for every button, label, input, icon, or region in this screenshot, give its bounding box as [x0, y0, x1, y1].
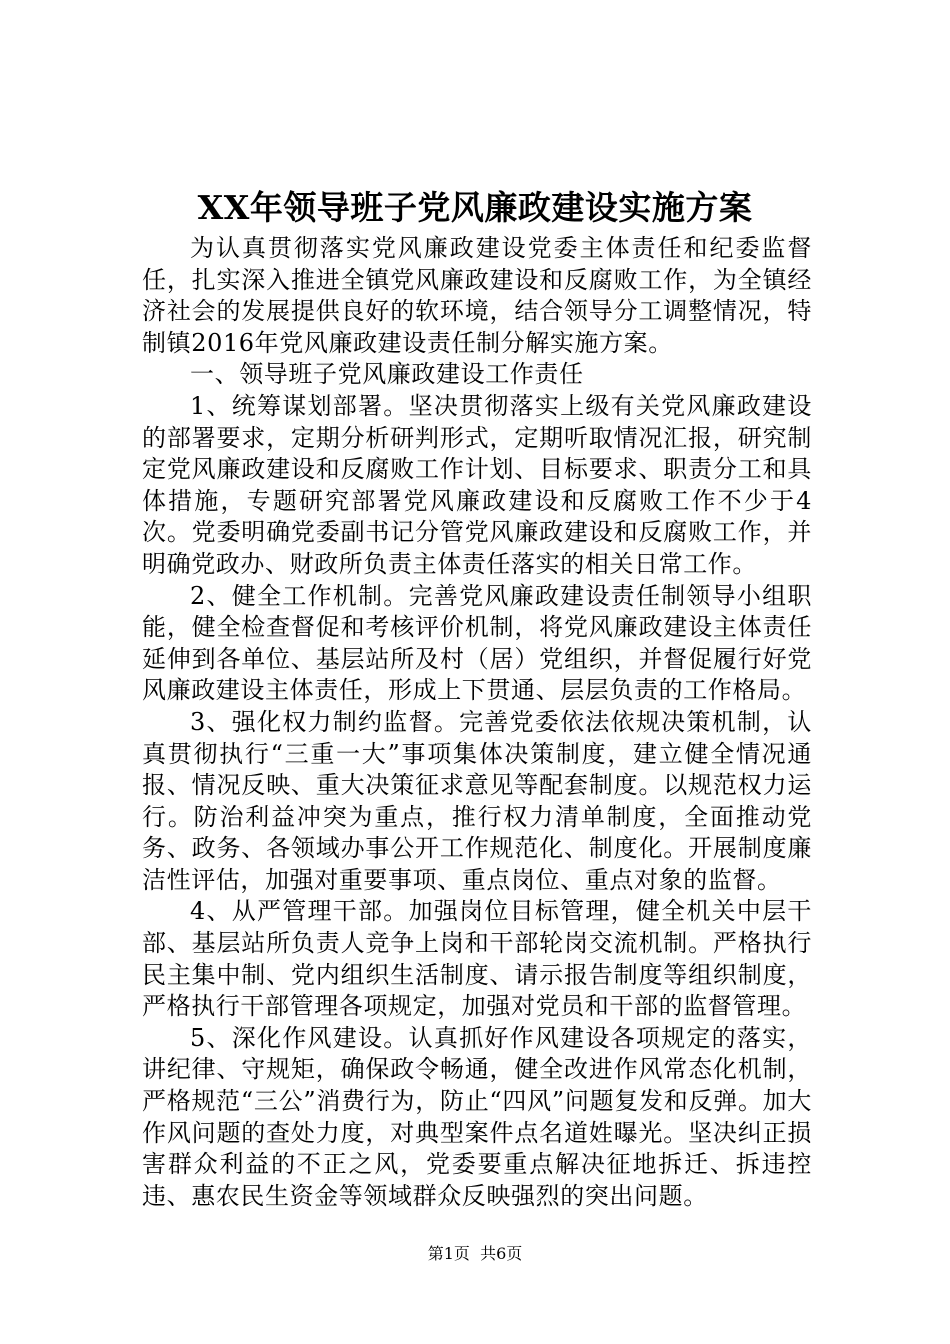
paragraph-item-4: 4、从严管理干部。加强岗位目标管理，健全机关中层干部、基层站所负责人竞争上岗和干部轮岗交流机制。严格执行民主集中制、党内组织生活制度、请示报告制度等组织制度，严格执行干部管理各项规定，加强对党员和干部的监督管理。 — [142, 897, 812, 1021]
section-heading: 一、领导班子党风廉政建设工作责任 — [190, 360, 584, 389]
paragraph-item-1: 1、统筹谋划部署。坚决贯彻落实上级有关党风廉政建设的部署要求，定期分析研判形式，定期听取情况汇报，研究制定党风廉政建设和反腐败工作计划、目标要求、职责分工和具体措施，专题研究部署党风廉政建设和反腐败工作不少于4次。党委明确党委副书记分管党风廉政建设和反腐败工作，并明确党政办、财政所负责主体责任落实的相关日常工作。 — [142, 391, 812, 578]
document-body — [142, 233, 812, 1212]
page-number: 第1页 — [427, 1244, 470, 1263]
page-footer — [0, 1243, 950, 1265]
document-title: XX年领导班子党风廉政建设实施方案 — [197, 188, 753, 227]
paragraph-item-3: 3、强化权力制约监督。完善党委依法依规决策机制，认真贯彻执行“三重一大”事项集体决策制度，建立健全情况通报、情况反映、重大决策征求意见等配套制度。以规范权力运行。防治利益冲突为重点，推行权力清单制度，全面推动党务、政务、各领域办事公开工作规范化、制度化。开展制度廉洁性评估，加强对重要事项、重点岗位、重点对象的监督。 — [142, 707, 812, 894]
paragraph-item-5: 5、深化作风建设。认真抓好作风建设各项规定的落实，讲纪律、守规矩，确保政令畅通，健全改进作风常态化机制，严格规范“三公”消费行为，防止“四风”问题复发和反弹。加大作风问题的查处力度，对典型案件点名道姓曝光。坚决纠正损害群众利益的不正之风，党委要重点解决征地拆迁、拆违控违、惠农民生资金等领域群众反映强烈的突出问题。 — [142, 1023, 812, 1210]
paragraph-intro: 为认真贯彻落实党风廉政建设党委主体责任和纪委监督任，扎实深入推进全镇党风廉政建设和反腐败工作，为全镇经济社会的发展提供良好的软环境，结合领导分工调整情况，特制镇2016年党风廉政建设责任制分解实施方案。 — [142, 234, 812, 357]
paragraph-item-2: 2、健全工作机制。完善党风廉政建设责任制领导小组职能，健全检查督促和考核评价机制，将党风廉政建设主体责任延伸到各单位、基层站所及村（居）党组织，并督促履行好党风廉政建设主体责任，形成上下贯通、层层负责的工作格局。 — [142, 581, 812, 705]
page-total: 共6页 — [480, 1244, 523, 1263]
